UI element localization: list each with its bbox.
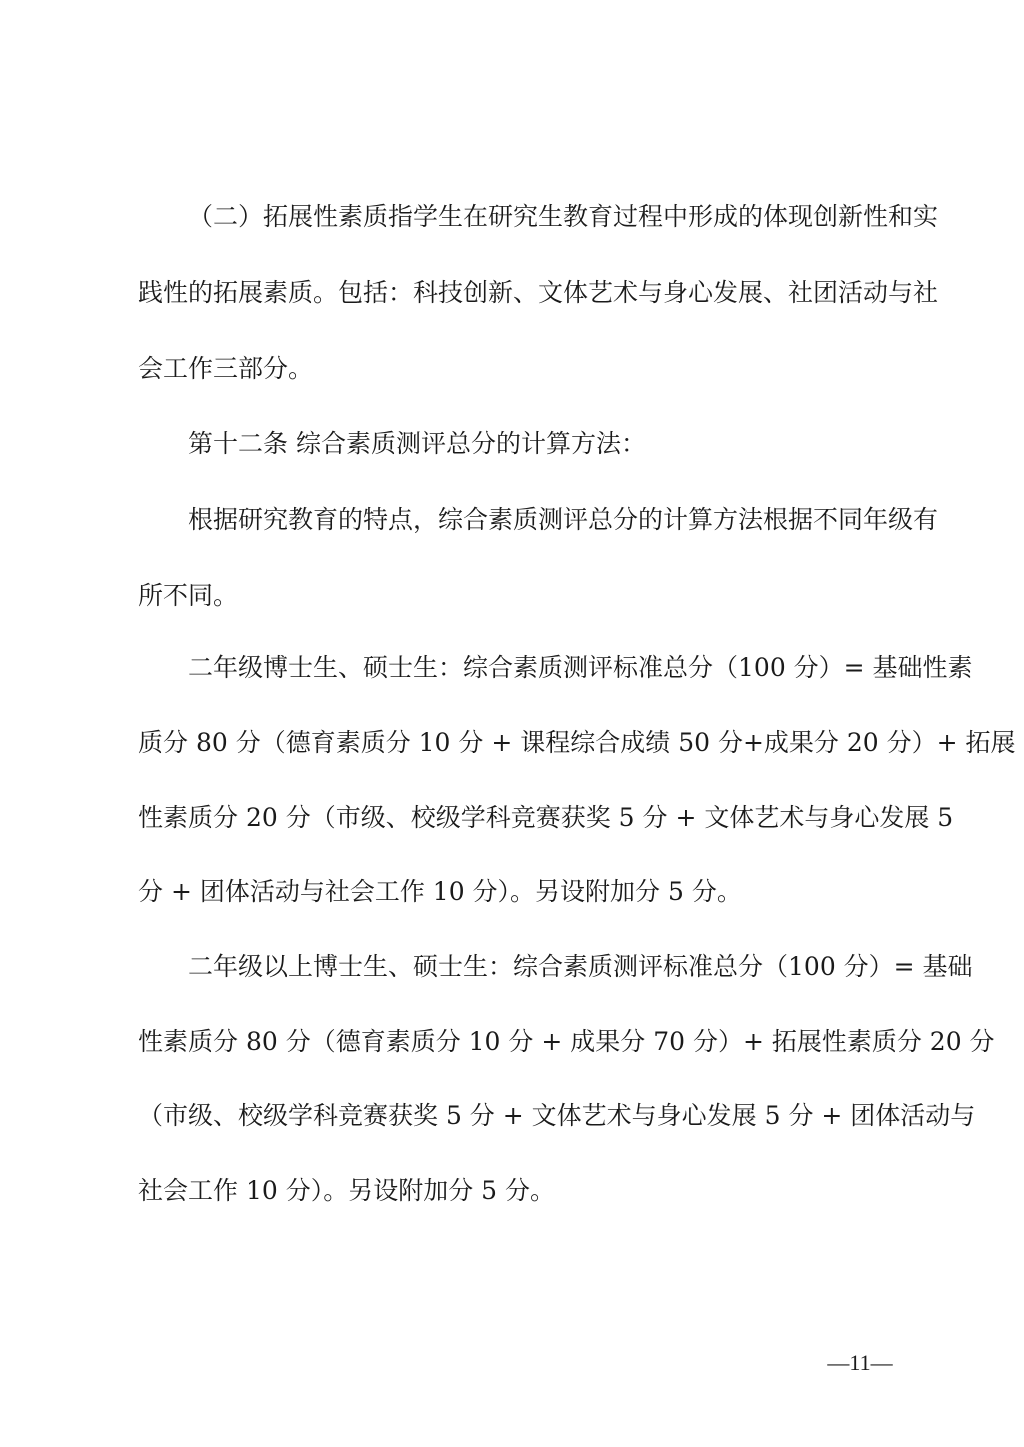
paragraph-second-year-line-1: 二年级博士生、硕士生：综合素质测评标准总分（100 分）= 基础性素 <box>188 653 973 682</box>
paragraph-calculation-intro-line-2: 所不同。 <box>138 581 239 610</box>
paragraph-above-second-year-line-1: 二年级以上博士生、硕士生：综合素质测评标准总分（100 分）= 基础 <box>188 952 973 981</box>
paragraph-above-second-year-line-4: 社会工作 10 分）。另设附加分 5 分。 <box>138 1176 556 1205</box>
paragraph-second-year-line-3: 性素质分 20 分（市级、校级学科竞赛获奖 5 分 + 文体艺术与身心发展 5 <box>138 803 954 832</box>
paragraph-expansion-quality-line-2: 践性的拓展素质。包括：科技创新、文体艺术与身心发展、社团活动与社 <box>138 278 939 307</box>
paragraph-calculation-intro-line-1: 根据研究教育的特点，综合素质测评总分的计算方法根据不同年级有 <box>188 505 939 534</box>
paragraph-second-year-line-4: 分 + 团体活动与社会工作 10 分）。另设附加分 5 分。 <box>138 877 742 906</box>
article-twelve-heading: 第十二条 综合素质测评总分的计算方法： <box>188 429 646 458</box>
paragraph-above-second-year-line-2: 性素质分 80 分（德育素质分 10 分 + 成果分 70 分）+ 拓展性素质分 20 分 <box>138 1027 995 1056</box>
paragraph-expansion-quality-line-1: （二）拓展性素质指学生在研究生教育过程中形成的体现创新性和实 <box>188 202 939 231</box>
paragraph-expansion-quality-line-3: 会工作三部分。 <box>138 354 314 383</box>
paragraph-above-second-year-line-3: （市级、校级学科竞赛获奖 5 分 + 文体艺术与身心发展 5 分 + 团体活动与 <box>138 1101 976 1130</box>
paragraph-second-year-line-2: 质分 80 分（德育素质分 10 分 + 课程综合成绩 50 分+成果分 20 分）+ 拓展 <box>138 728 1016 757</box>
page-number: —11— <box>827 1350 893 1375</box>
